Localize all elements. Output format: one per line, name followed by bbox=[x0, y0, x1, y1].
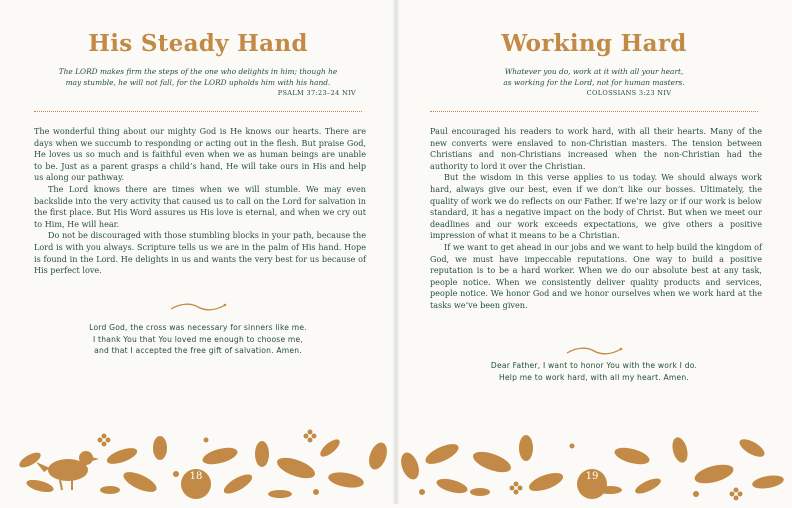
leaf-icon bbox=[274, 454, 317, 483]
body-paragraph: But the wisdom in this verse applies to us today. We should always work hard, always give our best, even if we don’t like our bosses. Ultimately, the quality of work we do reflects on our Father. If we’re lazy or if our work is below standard, it has a negative impact on the body of Christ. But when we meet our deadlines and our work exceeds expectations, we give others a positive impression of what it means to be a Christian. bbox=[430, 172, 762, 241]
swash-ornament-icon bbox=[0, 298, 396, 317]
leaf-icon bbox=[318, 436, 343, 459]
prayer-line: and that I accepted the free gift of salvation. Amen. bbox=[94, 346, 302, 356]
verse-line: Whatever you do, work at it with all your heart, bbox=[504, 67, 684, 76]
devotional-body bbox=[430, 126, 762, 312]
leaf-icon bbox=[435, 476, 469, 496]
right-page bbox=[396, 0, 792, 504]
prayer-line: Lord God, the cross was necessary for sinners like me. bbox=[89, 323, 307, 332]
leaf-icon bbox=[268, 490, 292, 498]
leaf-icon bbox=[255, 441, 269, 467]
leaf-icon bbox=[527, 469, 566, 494]
prayer-line: Dear Father, I want to honor You with the work I do. bbox=[490, 361, 698, 370]
body-paragraph: If we want to get ahead in our jobs and we want to help build the kingdom of God, we must have impeccable reputations. One way to build a positive reputation is to be a hard worker. When we do our absolute best at any task, people notice. When we consistently deliver quality products and services, people notice. We honor God and we honor ourselves when we work hard at the tasks we’ve been given. bbox=[430, 241, 762, 310]
leaf-icon bbox=[751, 473, 785, 490]
body-paragraph: Do not be discouraged with those stumbling blocks in your path, because the Lord is with you always. Scripture tells us we are in the palm of His hand. Hope is found in the Lord. He delights in us and wants the very best for us because of His perfect love. bbox=[34, 230, 366, 276]
leaf-icon bbox=[633, 476, 663, 497]
leaf-icon bbox=[423, 440, 462, 468]
berry-icon bbox=[313, 489, 319, 495]
prayer-line: I thank You that You loved me enough to choose me, bbox=[92, 334, 304, 344]
page-title: Working Hard bbox=[501, 30, 687, 57]
leaf-icon bbox=[327, 470, 365, 490]
verse-line: The LORD makes firm the steps of the one who delights in him; though he bbox=[58, 67, 338, 76]
flower-icon bbox=[98, 434, 111, 447]
prayer bbox=[30, 322, 366, 357]
leaf-icon bbox=[201, 445, 239, 468]
berry-icon bbox=[204, 438, 209, 443]
dotted-divider bbox=[34, 111, 362, 112]
leaf-icon bbox=[153, 436, 167, 460]
leaf-icon bbox=[366, 440, 391, 472]
leaf-icon bbox=[613, 445, 651, 468]
leaf-icon bbox=[519, 435, 533, 461]
botanical-footer bbox=[0, 426, 396, 504]
left-page bbox=[0, 0, 396, 504]
body-paragraph: The Lord knows there are times when we will stumble. We may even backslide into the very activity that caused us to call on the Lord for salvation in the first place. But His Word assures us His love is eternal, and when we cry out to Him, He will hear. bbox=[34, 183, 366, 229]
leaf-icon bbox=[105, 445, 139, 467]
flower-icon bbox=[730, 488, 743, 501]
leaf-icon bbox=[17, 450, 43, 471]
prayer bbox=[426, 360, 762, 383]
devotional-body bbox=[34, 126, 366, 277]
verse-reference: COLOSSIANS 3:23 NIV bbox=[586, 89, 672, 97]
page-number: 19 bbox=[585, 471, 599, 482]
leaf-icon bbox=[398, 450, 423, 482]
berry-icon bbox=[693, 491, 699, 497]
leaf-icon bbox=[100, 486, 120, 494]
body-paragraph: The wonderful thing about our mighty God is He knows our hearts. There are days when we succumb to responding or acting out in the flesh. But praise God, He loves us so much and is faithful even when we as human beings are unable to be. Just as a parent grasps a child’s hand, He will take ours in His and help us along our pathway. bbox=[34, 126, 366, 183]
leaf-icon bbox=[737, 436, 767, 460]
flower-icon bbox=[510, 482, 523, 495]
verse-line: may stumble, he will not fall, for the LORD upholds him with his hand. bbox=[65, 78, 331, 87]
berry-icon bbox=[419, 489, 425, 495]
verse-line: as working for the Lord, not for human masters. bbox=[503, 78, 685, 87]
body-paragraph: Paul encouraged his readers to work hard, with all their hearts. Many of the new converts were enslaved to non-Christian masters. The tension between Christians and non-Christians increased when the non-Christian had the authority to lord it over the Christian. bbox=[430, 126, 762, 171]
dotted-divider bbox=[430, 111, 758, 112]
leaf-icon bbox=[470, 448, 513, 477]
leaf-icon bbox=[25, 478, 55, 495]
flower-icon bbox=[304, 430, 317, 443]
scripture-verse bbox=[436, 66, 752, 99]
swash-ornament-icon bbox=[396, 342, 792, 361]
page-title: His Steady Hand bbox=[88, 30, 308, 57]
berry-icon bbox=[570, 444, 575, 449]
leaf-icon bbox=[470, 488, 490, 496]
botanical-footer bbox=[396, 426, 792, 504]
leaf-icon bbox=[121, 468, 160, 496]
prayer-line: Help me to work hard, with all my heart. Amen. bbox=[498, 372, 689, 382]
page-number: 18 bbox=[189, 471, 203, 482]
verse-reference: PSALM 37:23–24 NIV bbox=[277, 89, 356, 97]
leaf-icon bbox=[670, 436, 690, 465]
leaf-icon bbox=[693, 461, 736, 487]
scripture-verse bbox=[40, 66, 356, 99]
leaf-icon bbox=[221, 471, 255, 497]
